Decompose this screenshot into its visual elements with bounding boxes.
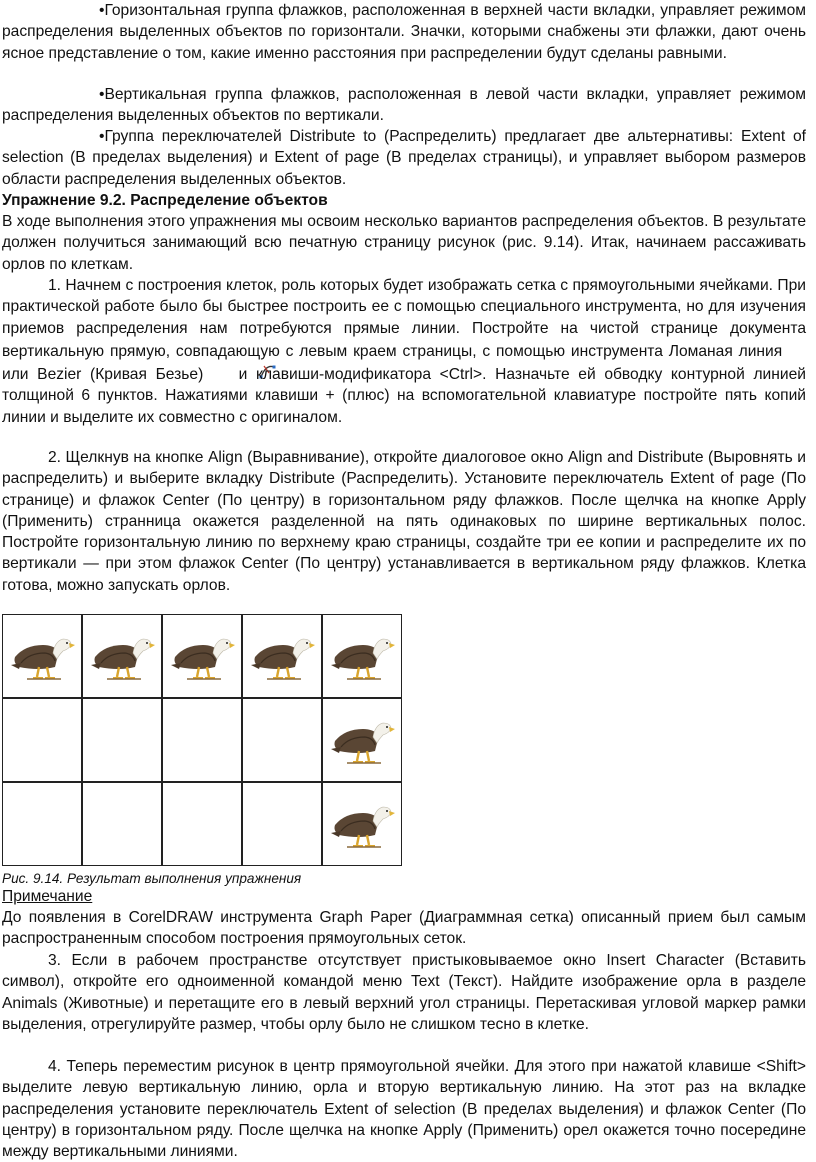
bullet-horizontal-checkboxes: • Горизонтальная группа флажков, расположенная в верхней части вкладки, управляет режимом распределения выделенных объектов по горизонтали. Значки, которыми снабжены эти флажки, дают очень ясное представление о том, какие именно расстояния при распределении будут сделаны равными. (2, 0, 806, 64)
eagle-icon (9, 623, 75, 689)
bezier-tool-icon (212, 362, 230, 382)
grid-cell (242, 782, 322, 866)
grid-cell (242, 614, 322, 698)
exercise-heading: Упражнение 9.2. Распределение объектов (2, 192, 328, 209)
step-1 (2, 275, 806, 428)
grid-cell (162, 698, 242, 782)
eagle-icon (249, 623, 315, 689)
step-3: 3. Если в рабочем пространстве отсутствует пристыковываемое окно Insert Character (Вставить символ), откройте его одноименной командой меню Text (Текст). Найдите изображение орла в разделе Animals (Животные) и перетащите его в левый верхний угол страницы. Перетаскивая угловой маркер рамки выделения, отрегулируйте размер, чтобы орлу было не слишком тесно в клетке. (2, 952, 806, 1033)
exercise-intro: В ходе выполнения этого упражнения мы освоим несколько вариантов распределения объектов. В результате должен получиться занимающий всю печатную страницу рисунок (рис. 9.14). Итак, начинаем рассаживать орлов по клеткам. (2, 213, 806, 273)
grid-cell (2, 698, 82, 782)
step-1-text-b: или Bezier (Кривая Безье) (2, 366, 204, 384)
eagle-icon (169, 623, 235, 689)
grid-cell (162, 614, 242, 698)
figure-eagle-grid (2, 614, 402, 868)
grid-cell (2, 614, 82, 698)
grid-cell (82, 614, 162, 698)
grid-cell (82, 782, 162, 866)
grid-cell (2, 782, 82, 866)
grid-cell (162, 782, 242, 866)
grid-cell (322, 698, 402, 782)
note-text: До появления в CorelDRAW инструмента Graph Paper (Диаграммная сетка) описанный прием был самым распространенным способом построения прямоугольных сеток. (2, 909, 806, 948)
eagle-icon (329, 623, 395, 689)
eagle-icon (89, 623, 155, 689)
grid-cell (322, 782, 402, 866)
polyline-tool-icon (788, 339, 806, 359)
grid-cell (322, 614, 402, 698)
step-2: 2. Щелкнув на кнопке Align (Выравнивание), откройте диалоговое окно Align and Distribute (Выровнять и распределить) и выберите вкладку Distribute (Распределить). Установите переключатель Extent of page (По странице) и флажок Center (По центру) в горизонтальном ряду флажков. После щелчка на кнопке Apply (Применить) странница окажется разделенной на пять одинаковых по ширине вертикальных полос. Постройте горизонтальную линию по верхнему краю страницы, создайте три ее копии и распределите их по вертикали — при этом флажок Center (По центру) устанавливается в вертикальном ряду флажков. Клетка готова, можно запускать орлов. (2, 449, 806, 594)
bullet-distribute-to: • Группа переключателей Distribute to (Распределить) предлагает две альтернативы: Extent of selection (В пределах выделения) и Extent of page (В пределах страницы), и управляет выбором размеров области распределения выделенных объектов. (2, 126, 806, 190)
eagle-icon (329, 707, 395, 773)
step-1-text-c: и клавиши-модификатора <Ctrl>. Назначьте ей обводку контурной линией толщиной 6 пунктов. Нажатиями клавиши + (плюс) на вспомогательной клавиатуре постройте пять копий линии и выделите их совместно с оригиналом. (2, 366, 806, 426)
eagle-icon (329, 791, 395, 857)
note-label: Примечание (2, 888, 93, 905)
step-4: 4. Теперь переместим рисунок в центр прямоугольной ячейки. Для этого при нажатой клавише <Shift> выделите левую вертикальную линию, орла и вторую вертикальную линию. На этот раз на вкладке распределения установите переключатель Extent of selection (В пределах выделения) и флажок Center (По центру) в горизонтальном ряду. После щелчка на кнопке Apply (Применить) орел окажется точно посередине между вертикальными линиями. (2, 1058, 806, 1161)
step-1-text-a: 1. Начнем с построения клеток, роль которых будет изображать сетка с прямоугольными ячейками. При практической работе было бы быстрее построить ее с помощью специального инструмента, но для изучения приемов распределения нам потребуются прямые линии. Постройте на чистой странице документа вертикальную прямую, совпадающую с левым краем страницы, с помощью инструмента Ломаная линия (2, 277, 806, 360)
bullet-vertical-checkboxes: • Вертикальная группа флажков, расположенная в левой части вкладки, управляет режимом распределения выделенных объектов по вертикали. (2, 84, 806, 127)
figure-caption: Рис. 9.14. Результат выполнения упражнения (2, 871, 302, 886)
grid-cell (82, 698, 162, 782)
grid-cell (242, 698, 322, 782)
